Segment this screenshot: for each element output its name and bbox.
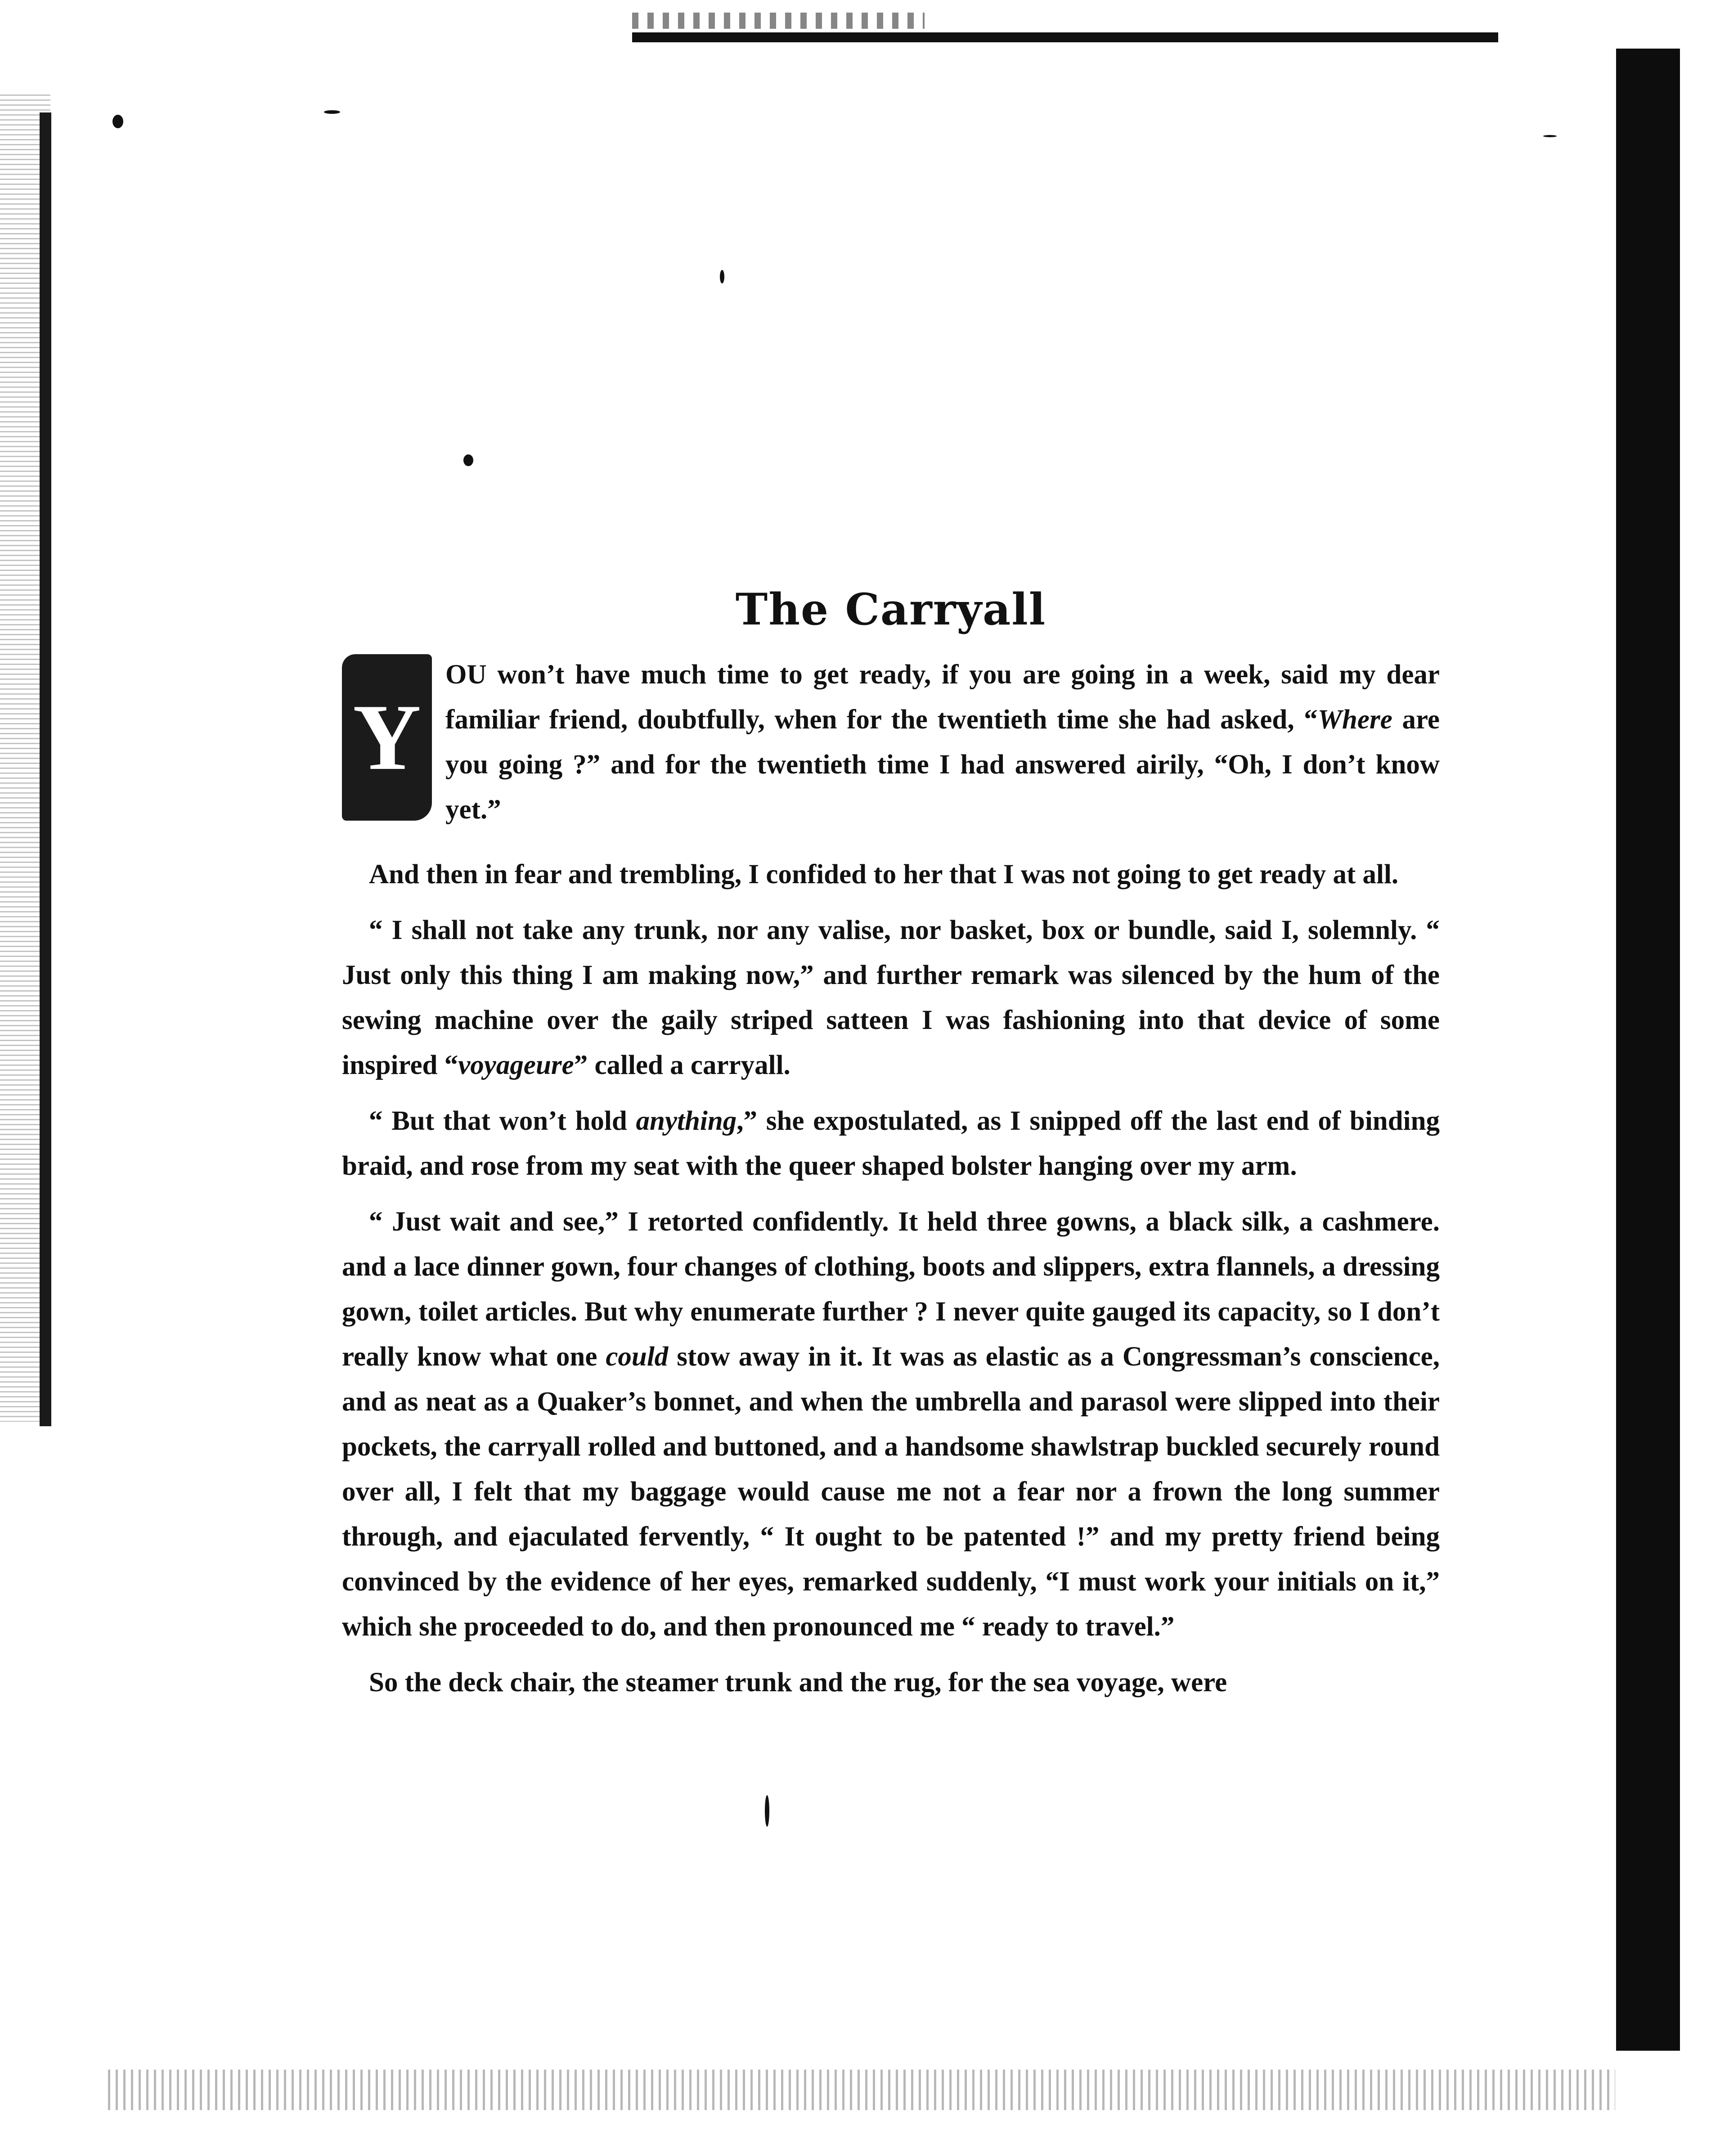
text-run: stow away in it. It was as elastic as a Congressman’s conscience, and as neat as a Quaker’s bonnet, and when the umbrella and parasol were slipped into their pockets, the carryall rolled and buttoned, and a handsome shawlstrap buckled securely round over all, I felt that my baggage would cause me not a fear nor a frown the long summer through, and ejaculated fervently, “ It ought to be patented !” and my pretty friend being convinced by the evidence of her eyes, remarked suddenly, “I must work your initials on it,” which she proceeded to do, and then pronounced me “ ready to travel.” <box>342 1342 1440 1642</box>
scan-border-top <box>632 32 1498 42</box>
scan-speck <box>1543 135 1557 137</box>
text-run: OU won’t have much time to get ready, if you are going in a week, said my dear familiar friend, doubtfully, when for the twentieth time she had asked, “ <box>445 660 1440 735</box>
scan-speck <box>720 270 724 283</box>
scan-border-left <box>40 112 51 1426</box>
paragraph <box>342 852 1440 897</box>
paragraph <box>342 652 1440 832</box>
scan-speck <box>112 115 123 128</box>
scan-smudge-top <box>632 13 925 29</box>
italic-text: Where <box>1317 705 1392 735</box>
page-text <box>342 580 1440 1716</box>
italic-text: could <box>606 1342 669 1372</box>
italic-text: anything <box>636 1106 737 1136</box>
scan-speck <box>463 454 473 466</box>
scan-noise-bottom <box>108 2070 1615 2110</box>
text-run: So the deck chair, the steamer trunk and the rug, for the sea voyage, were <box>369 1667 1227 1698</box>
drop-cap: Y <box>342 654 432 821</box>
paragraph <box>342 1099 1440 1189</box>
text-run: “ Just wait and see,” I retorted confidently. It held three gowns, a black silk, a cashmere. and a lace dinner gown, four changes of clothing, boots and slippers, extra flannels, a dressing gown, toilet articles. But why enumerate further ? I never quite gauged its capacity, so I don’t really know what one <box>342 1207 1440 1372</box>
text-run: “ But that won’t hold <box>369 1106 636 1136</box>
text-run: “ I shall not take any trunk, nor any valise, nor basket, box or bundle, said I, solemnly. “ Just only this thing I am making now,” and further remark was silenced by the hum of the sewing machine over the gaily striped satteen I was fashioning into that device of some inspired “ <box>342 915 1440 1080</box>
text-run: And then in fear and trembling, I confided to her that I was not going to get ready at all. <box>369 859 1399 889</box>
text-run: are you going ?” and for the twentieth time I had answered airily, “Oh, I don’t know yet.” <box>445 705 1440 825</box>
paragraph <box>342 908 1440 1088</box>
paragraph <box>342 1660 1440 1705</box>
scan-speck <box>324 110 340 114</box>
italic-text: voyageure <box>458 1050 574 1080</box>
scan-border-right <box>1616 49 1680 2051</box>
scan-speck <box>765 1795 769 1827</box>
paragraph <box>342 1199 1440 1649</box>
text-run: ,” she expostulated, as I snipped off the last end of binding braid, and rose from my seat with the queer shaped bolster hanging over my arm. <box>342 1106 1440 1181</box>
text-run: ” called a carryall. <box>574 1050 790 1080</box>
page-title: The Carryall <box>735 584 1046 635</box>
article-body <box>342 652 1440 1705</box>
